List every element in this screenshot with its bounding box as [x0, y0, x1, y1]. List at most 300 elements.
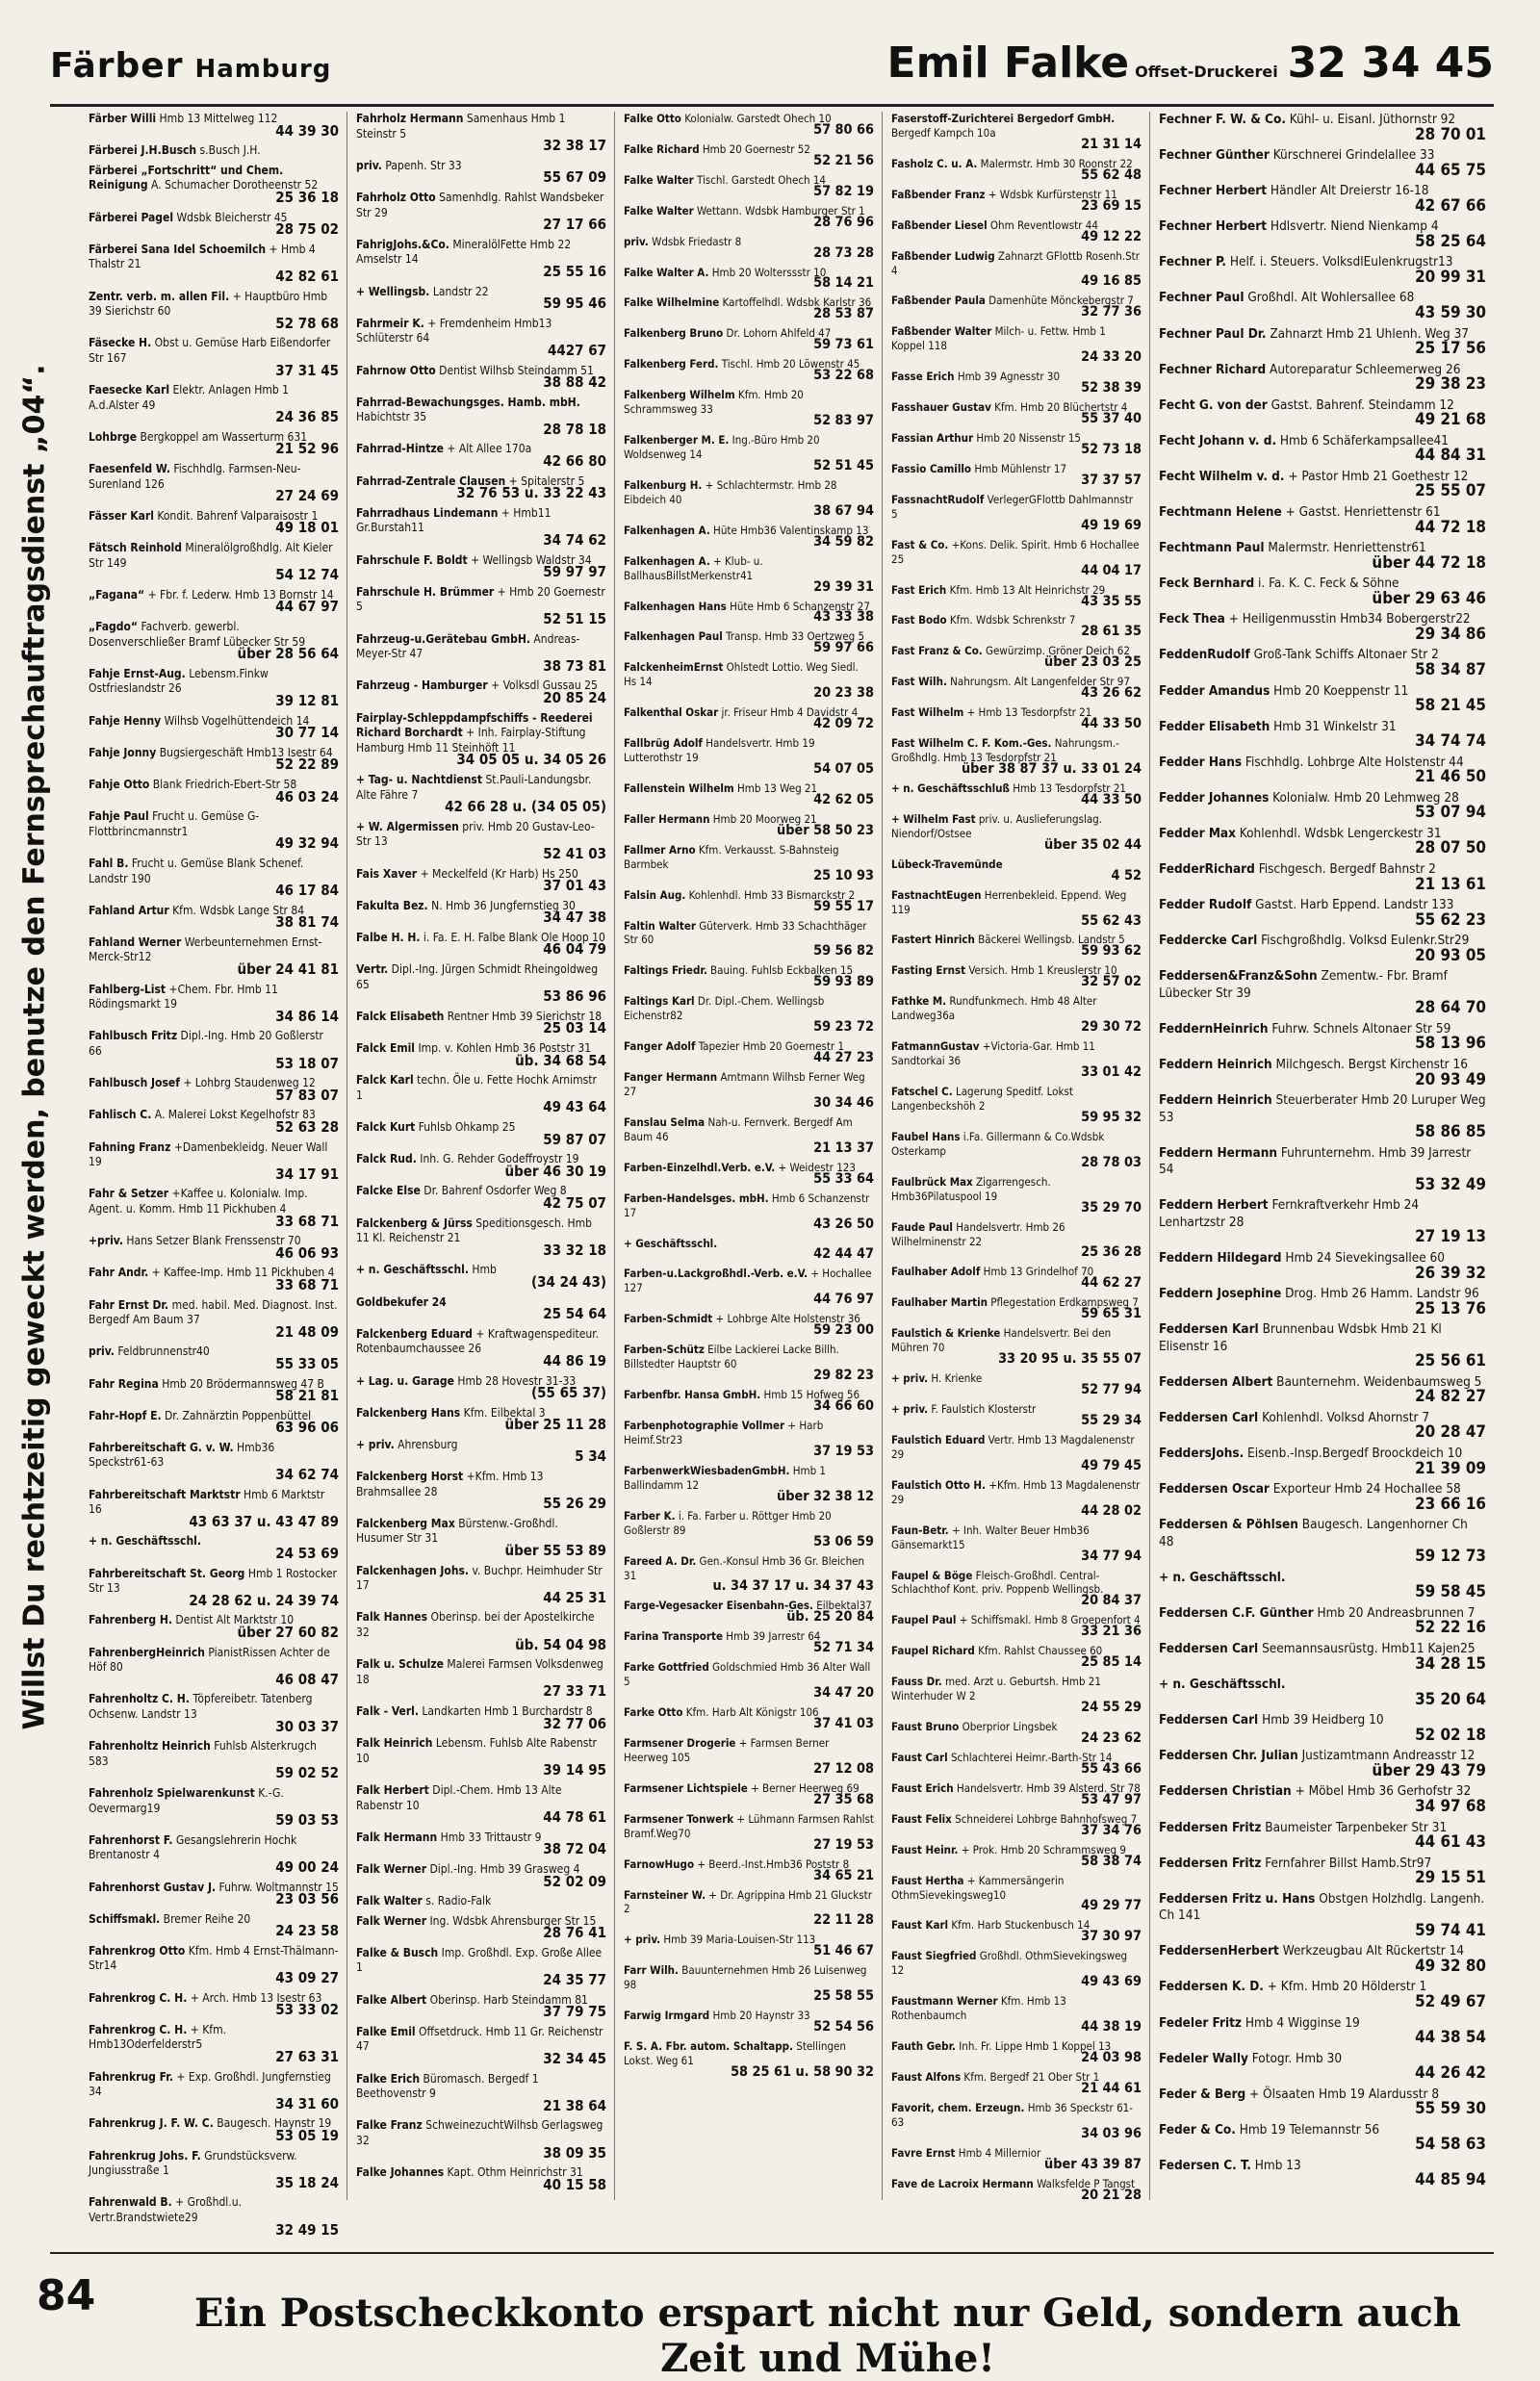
entry-phone: 59 65 31 [1081, 1306, 1142, 1322]
entry-phone: 55 59 30 [1415, 2098, 1486, 2118]
entry-name: Fahrbereitschaft G. v. W. [89, 1440, 234, 1454]
entry-phone: 53 47 97 [1081, 1791, 1142, 1807]
entry-phone: üb. 34 68 54 [515, 1051, 606, 1069]
directory-entry [891, 249, 1142, 290]
directory-entry [1159, 1446, 1486, 1476]
entry-phone: 33 01 42 [1081, 1064, 1142, 1081]
entry-details: Gen.-Konsul Hmb 36 Gr. Bleichen 31 [624, 1553, 865, 1582]
entry-phone: 23 69 15 [1081, 197, 1142, 214]
entry-name: Fecht Wilhelm v. d. [1159, 468, 1285, 484]
entry-phone: 34 59 82 [813, 533, 874, 550]
entry-name: FalckenheimErnst [624, 660, 724, 675]
entry-name: Faulbrück Max [891, 1174, 973, 1189]
entry-phone: 42 66 28 u. (34 05 05) [445, 798, 606, 816]
entry-name: Fedder Rudolf [1159, 897, 1252, 913]
entry-details: Hmb 39 Agnesstr 30 [954, 370, 1061, 384]
directory-entry [1159, 861, 1486, 892]
entry-phone: 43 09 27 [275, 1969, 339, 1987]
entry-name: Farben-Schütz [624, 1343, 705, 1357]
entry-details: Nah-u. Fernverk. Bergedf Am Baum 46 [624, 1114, 853, 1143]
directory-entry [1159, 1021, 1486, 1052]
entry-details: Fischhdlg. Lohbrge Alte Holstenstr 44 [1242, 754, 1464, 770]
directory-column-3 [624, 112, 874, 2085]
directory-entry [1159, 1197, 1486, 1245]
entry-phone: 34 62 74 [275, 1466, 339, 1484]
entry-details: +Kaffee u. Kolonialw. Imp. Agent. u. Komm. Hmb 11 Pickhuben 4 [89, 1187, 308, 1216]
entry-details: s.Busch J.H. [196, 143, 261, 158]
entry-name: Lübeck-Travemünde [891, 857, 1003, 871]
entry-details: Handelsvertr. Bei den Mühren 70 [891, 1326, 1112, 1355]
directory-entry [89, 2195, 339, 2238]
directory-entry [891, 1295, 1142, 1321]
entry-name: Falkenhagen Paul [624, 629, 723, 644]
entry-details: Transp. Hmb 33 Oertzweg 5 [722, 629, 865, 644]
entry-name: Feddern Heinrich [1159, 1056, 1272, 1072]
entry-name: Fechner Paul [1159, 290, 1245, 306]
entry-phone: 32 76 53 u. 33 22 43 [456, 484, 606, 502]
entry-phone: 59 97 97 [543, 563, 606, 581]
entry-name: + priv. [356, 1437, 395, 1451]
entry-details: Rundfunkmech. Hmb 48 Alter Landweg36a [891, 994, 1097, 1023]
entry-phone: 21 38 64 [543, 2096, 606, 2114]
entry-details: + Pastor Hmb 21 Goethestr 12 [1284, 468, 1469, 484]
entry-name: Faustmann Werner [891, 1994, 998, 2009]
entry-name: Faust Erich [891, 1780, 954, 1795]
entry-name: Fedeler Fritz [1159, 2014, 1243, 2031]
entry-name: Fedder Hans [1159, 754, 1243, 770]
entry-name: Falke Walter A. [624, 265, 709, 279]
entry-details: Großhdl. OthmSievekingsweg 12 [891, 1949, 1128, 1978]
entry-name: Feck Bernhard [1159, 576, 1255, 592]
entry-details: Papenh. Str 33 [381, 158, 462, 172]
header-title: Färber [50, 46, 184, 86]
entry-phone: 24 23 62 [1081, 1729, 1142, 1746]
entry-name: Fechner P. [1159, 254, 1226, 270]
entry-phone: 52 78 68 [275, 314, 339, 332]
entry-phone: 52 73 18 [1081, 441, 1142, 457]
entry-phone: 44 38 54 [1415, 2027, 1486, 2047]
entry-details: Malerei Farmsen Volksdenweg 18 [356, 1657, 603, 1686]
entry-phone: 27 33 71 [543, 1682, 606, 1701]
directory-entry [1159, 647, 1486, 678]
entry-name: Falckenberg Max [356, 1516, 455, 1530]
directory-entry [624, 994, 874, 1035]
entry-phone: 46 08 47 [275, 1670, 339, 1688]
entry-details: + Lohbrge Alte Holstenstr 36 [712, 1312, 860, 1326]
entry-phone: 44 72 18 [1415, 516, 1486, 536]
entry-details: + Farmsen Berner Heerweg 105 [624, 1735, 830, 1764]
directory-entry [356, 474, 606, 501]
entry-phone: 20 85 24 [543, 688, 606, 706]
directory-entry [1159, 290, 1486, 320]
directory-entry [624, 204, 874, 230]
directory-entry [624, 888, 874, 914]
directory-entry [1159, 683, 1486, 714]
entry-phone: 34 97 68 [1415, 1795, 1486, 1815]
entry-details: Oberinsp. bei der Apostelkirche 32 [356, 1610, 595, 1639]
entry-details: Hmb 20 Haynstr 33 [709, 2009, 810, 2023]
directory-entry [89, 243, 339, 285]
entry-details: Hmb 39 Jarrestr 64 [722, 1629, 821, 1644]
entry-details: Baunternehm. Weidenbaumsweg 5 [1272, 1373, 1482, 1390]
directory-entry [89, 1488, 339, 1530]
entry-details: Baugesch. Haynstr 19 [213, 2116, 332, 2131]
entry-phone: 30 03 37 [275, 1717, 339, 1735]
entry-details: Kapt. Othm Heinrichstr 31 [444, 2165, 583, 2180]
entry-phone: 58 21 81 [275, 1387, 339, 1405]
entry-details: +Damenbekleidg. Neuer Wall 19 [89, 1139, 328, 1169]
entry-name: Feddercke Carl [1159, 933, 1258, 949]
directory-entry [1159, 112, 1486, 142]
entry-name: Farben-Schmidt [624, 1312, 713, 1326]
entry-name: Faltings Friedr. [624, 963, 707, 978]
entry-name: Feddersen Oscar [1159, 1481, 1270, 1498]
entry-name: Fahrenkrug Johs. F. [89, 2148, 201, 2163]
entry-details: + Fbr. f. Lederw. Hmb 13 Bornstr 14 [144, 587, 334, 602]
entry-name: Feddersen Albert [1159, 1373, 1273, 1390]
entry-name: Farber K. [624, 1508, 676, 1523]
entry-name: Falke Emil [356, 2024, 416, 2038]
entry-details: Kfm. Wdsbk Lange Str 84 [168, 903, 305, 917]
entry-details: + Fremdenheim Hmb13 Schlüterstr 64 [356, 316, 552, 346]
directory-entry [89, 983, 339, 1025]
directory-entry [1159, 147, 1486, 178]
entry-name: Fahrenkrog C. H. [89, 1990, 188, 2005]
entry-name: Fässer Karl [89, 508, 154, 523]
entry-name: Falk u. Schulze [356, 1657, 444, 1672]
entry-phone: 59 95 32 [1081, 1109, 1142, 1125]
entry-details: Kfm. Hmb 20 Blüchertstr 4 [990, 400, 1128, 415]
entry-name: Fedeler Wally [1159, 2050, 1248, 2066]
directory-entry [356, 632, 606, 675]
entry-phone: 37 79 75 [543, 2003, 606, 2021]
entry-details: N. Hmb 36 Jungfernstieg 30 [427, 898, 576, 912]
directory-entry [891, 812, 1142, 853]
entry-name: Fahrschule H. Brümmer [356, 584, 495, 599]
entry-phone: 63 96 06 [275, 1419, 339, 1437]
entry-name: Fahrenkrog C. H. [89, 2022, 188, 2036]
entry-details: Schneiderei Lohbrge Bahnhofsweg 7 [951, 1811, 1138, 1826]
entry-phone: 53 05 19 [275, 2127, 339, 2144]
directory-entry [891, 2177, 1142, 2203]
directory-entry [891, 1569, 1142, 1609]
entry-phone: 27 63 31 [275, 2048, 339, 2066]
entry-phone: 25 54 64 [543, 1305, 606, 1323]
entry-phone: 52 54 56 [813, 2019, 874, 2035]
entry-phone: 38 72 04 [543, 1840, 606, 1858]
entry-details: Zigarrengesch. Hmb36Pilatuspool 19 [891, 1174, 1051, 1203]
entry-phone: 44 38 19 [1081, 2019, 1142, 2035]
entry-phone: über 29 43 79 [1372, 1759, 1486, 1779]
directory-entry [356, 1073, 606, 1115]
directory-entry [89, 1944, 339, 1986]
entry-details: Bugsiergeschäft Hmb13 Isestr 64 [156, 745, 333, 759]
entry-phone: 38 88 42 [543, 373, 606, 392]
entry-details: + Spitalerstr 5 [505, 474, 585, 488]
directory-entry [1159, 326, 1486, 357]
entry-phone: 59 02 52 [275, 1764, 339, 1782]
directory-entry [1159, 897, 1486, 928]
entry-details: Fuhlsb Alsterkrugch 583 [89, 1739, 317, 1768]
directory-entry [624, 1388, 874, 1414]
directory-entry [624, 781, 874, 807]
entry-details: Großhdl. Alt Wohlersallee 68 [1244, 290, 1415, 306]
entry-name: Lohbrge [89, 429, 138, 444]
entry-name: Faesenfeld W. [89, 462, 170, 476]
directory-entry [89, 1739, 339, 1781]
entry-details: + Kfm. Hmb 20 Hölderstr 1 [1263, 1979, 1427, 1995]
entry-name: Fast Wilhelm [891, 705, 964, 720]
entry-phone: 57 82 19 [813, 183, 874, 199]
entry-name: Faust Heinr. [891, 1842, 959, 1856]
entry-phone: 55 62 48 [1081, 166, 1142, 183]
directory-entry [624, 1509, 874, 1549]
entry-details: Fuhlsb Ohkamp 25 [415, 1120, 516, 1134]
entry-details: + Inh. Fairplay-Stiftung Hamburg Hmb 11 Steinhöft 11 [356, 726, 586, 755]
directory-entry [356, 506, 606, 549]
entry-details: + Beerd.-Inst.Hmb36 Poststr 8 [694, 1856, 850, 1871]
entry-name: Feddern Josephine [1159, 1286, 1282, 1302]
entry-phone: 59 03 53 [275, 1811, 339, 1830]
entry-name: Fahrbereitschaft St. Georg [89, 1566, 245, 1580]
entry-phone: 43 35 55 [1081, 593, 1142, 609]
entry-phone: 58 38 74 [1081, 1853, 1142, 1869]
entry-details: Wilhsb Vogelhüttendeich 14 [161, 713, 310, 728]
directory-entry [1159, 1979, 1486, 2010]
directory-entry [89, 336, 339, 378]
entry-name: Feck Thea [1159, 611, 1225, 627]
directory-entry [624, 919, 874, 960]
directory-entry [89, 2116, 339, 2143]
directory-entry [891, 1613, 1142, 1639]
directory-entry [356, 396, 606, 438]
directory-entry [356, 1831, 606, 1857]
entry-name: Feddersen Carl [1159, 1641, 1259, 1657]
directory-entry [624, 326, 874, 352]
entry-details: Nahrungsm.-Großhdlg. Hmb 13 Tesdorpfstr 21 [891, 736, 1119, 765]
entry-details: Brunnenbau Wdsbk Hmb 21 Kl Elisenstr 16 [1159, 1321, 1442, 1354]
entry-name: Fahrzeug - Hamburger [356, 678, 488, 693]
entry-details: SchweinezuchtWilhsb Gerlagsweg 32 [356, 2118, 603, 2147]
entry-details: + Kaffee-Imp. Hmb 11 Pickhuben 4 [148, 1266, 335, 1280]
entry-name: Faude Paul [891, 1219, 953, 1234]
entry-phone: 29 15 51 [1415, 1867, 1486, 1887]
entry-details: +Kfm. Hmb 13 Magdalenenstr 29 [891, 1477, 1141, 1506]
entry-phone: 32 57 02 [1081, 974, 1142, 990]
directory-entry [891, 400, 1142, 426]
entry-phone: 29 34 86 [1415, 623, 1486, 643]
entry-details: Kürschnerei Grindelallee 33 [1269, 147, 1435, 164]
entry-phone: 28 75 02 [275, 220, 339, 239]
directory-entry [891, 781, 1142, 807]
entry-name: Fahrschule F. Boldt [356, 552, 468, 567]
entry-details: Hüte Hmb36 Valentinskamp 13 [709, 523, 869, 537]
entry-phone: 59 73 61 [813, 337, 874, 353]
entry-details: techn. Öle u. Fette Hochk Arnimstr 1 [356, 1073, 597, 1102]
column-divider [614, 112, 615, 2200]
directory-entry [1159, 362, 1486, 393]
entry-details: K.-G. Oevermarg19 [89, 1785, 284, 1815]
entry-name: Fechner Richard [1159, 361, 1267, 377]
entry-name: Farbenphotographie Vollmer [624, 1418, 785, 1432]
entry-phone: 46 17 84 [275, 882, 339, 900]
entry-name: Falkenthal Oskar [624, 705, 719, 720]
entry-phone: 49 29 77 [1081, 1898, 1142, 1914]
entry-name: Fechner Herbert [1159, 218, 1268, 235]
directory-entry [89, 1298, 339, 1341]
entry-details: + Meckelfeld (Kr Harb) Hs 250 [417, 866, 578, 881]
entry-details: Hdlsvertr. Niend Nienkamp 4 [1267, 218, 1439, 235]
entry-details: Dipl.-Ing. Jürgen Schmidt Rheingoldweg 65 [356, 962, 599, 991]
entry-phone: 44 28 02 [1081, 1502, 1142, 1519]
directory-entry [356, 1327, 606, 1370]
directory-entry [1159, 397, 1486, 428]
entry-name: Feddern Heinrich [1159, 1092, 1272, 1109]
entry-name: Fahrenholz Spielwarenkunst [89, 1785, 255, 1800]
directory-entry [1159, 576, 1486, 606]
entry-details: Fuhrw. Schnels Altonaer Str 59 [1268, 1020, 1451, 1037]
directory-entry [356, 1704, 606, 1731]
entry-details: Tapezier Hmb 20 Goernestr 1 [695, 1039, 845, 1054]
entry-name: Falsin Aug. [624, 887, 686, 902]
entry-name: + Wilhelm Fast [891, 811, 976, 826]
directory-entry [89, 462, 339, 504]
directory-entry [1159, 2051, 1486, 2082]
entry-name: Fechner F. W. & Co. [1159, 112, 1286, 127]
directory-entry [891, 1781, 1142, 1807]
entry-details: Hmb36 Speckstr61-63 [89, 1440, 275, 1470]
entry-name: Faserstoff-Zurichterei Bergedorf GmbH. [891, 112, 1116, 125]
entry-name: FassnachtRudolf [891, 492, 985, 506]
entry-details: Samenhaus Hmb 1 Steinstr 5 [356, 112, 566, 141]
entry-details: Hmb 20 Andreasbrunnen 7 [1313, 1604, 1476, 1621]
entry-phone: 44 67 97 [275, 598, 339, 616]
entry-name: Fakulta Bez. [356, 898, 428, 912]
entry-details: Hmb 20 Brödermannsweg 47 B [158, 1376, 324, 1391]
entry-phone: 53 06 59 [813, 1533, 874, 1549]
entry-details: PianistRissen Achter de Höf 80 [89, 1645, 330, 1675]
entry-name: Fanger Hermann [624, 1070, 718, 1085]
entry-details: + Kammersängerin OthmSievekingsweg10 [891, 1873, 1065, 1902]
entry-phone: 57 80 66 [813, 121, 874, 138]
entry-phone: 44 86 19 [543, 1351, 606, 1370]
directory-entry [891, 112, 1142, 152]
entry-name: Faupel & Böge [891, 1568, 973, 1582]
directory-entry [891, 2146, 1142, 2172]
directory-entry [891, 1175, 1142, 1216]
entry-phone: 59 93 62 [1081, 943, 1142, 960]
entry-details: Hmb 13 Grindelhof 70 [980, 1265, 1094, 1279]
entry-phone: 25 58 55 [813, 1988, 874, 2005]
directory-entry [356, 1010, 606, 1037]
directory-entry [1159, 1145, 1486, 1193]
entry-name: Feder & Co. [1159, 2121, 1236, 2138]
directory-entry [89, 1344, 339, 1371]
entry-phone: 21 46 50 [1415, 766, 1486, 786]
entry-name: Fast Erich [891, 582, 947, 597]
entry-name: Falk Herbert [356, 1782, 429, 1797]
entry-name: Falck Elisabeth [356, 1009, 445, 1023]
directory-entry [356, 1914, 606, 1941]
entry-phone: 37 37 57 [1081, 472, 1142, 488]
entry-name: Falk - Verl. [356, 1703, 419, 1718]
directory-entry [891, 431, 1142, 457]
entry-phone: 20 23 38 [813, 685, 874, 702]
entry-name: Fast Wilhelm C. F. Kom.-Ges. [891, 736, 1052, 751]
entry-details: Ahrensburg [394, 1437, 458, 1451]
entry-name: Falkenberg Bruno [624, 326, 724, 341]
entry-details: Lebensm. Fuhlsb Alte Rabenstr 10 [356, 1736, 597, 1765]
entry-details: Baugesch. Langenhorner Ch 48 [1159, 1517, 1468, 1549]
entry-phone: 59 58 45 [1415, 1581, 1486, 1601]
entry-name: Fahrenhorst F. [89, 1832, 173, 1847]
entry-phone: 23 66 16 [1415, 1493, 1486, 1513]
directory-entry [624, 554, 874, 595]
directory-entry [891, 933, 1142, 959]
directory-entry [356, 1406, 606, 1433]
entry-name: FeddenRudolf [1159, 647, 1250, 663]
directory-entry [1159, 1943, 1486, 1974]
entry-phone: 24 28 62 u. 24 39 74 [189, 1591, 339, 1609]
entry-name: Falk Walter [356, 1894, 423, 1908]
entry-phone: 21 44 61 [1081, 2080, 1142, 2096]
directory-entry [891, 1523, 1142, 1564]
entry-phone: 58 25 61 u. 58 90 32 [731, 2063, 874, 2080]
entry-details: Stellingen Lokst. Weg 61 [624, 2039, 846, 2067]
entry-details: + Möbel Hmb 36 Gerhofstr 32 [1291, 1783, 1472, 1800]
directory-entry [1159, 183, 1486, 214]
entry-phone: über 27 60 82 [237, 1624, 339, 1641]
entry-name: + W. Algermissen [356, 819, 459, 833]
entry-details: Fernfahrer Billst Hamb.Str97 [1261, 1855, 1432, 1871]
entry-name: Fahrenkrug Fr. [89, 2069, 173, 2084]
entry-details: Hmb 15 Hofweg 56 [760, 1388, 860, 1402]
entry-name: Farmsener Drogerie [624, 1735, 736, 1750]
directory-entry [1159, 1783, 1486, 1814]
entry-phone: 38 81 74 [275, 913, 339, 932]
entry-phone: 46 03 24 [275, 787, 339, 806]
entry-name: Goldbekufer 24 [356, 1294, 447, 1309]
directory-entry [356, 1657, 606, 1700]
directory-entry [356, 1993, 606, 2020]
directory-entry [624, 357, 874, 383]
entry-details: + Hmb 20 Goernestr 5 [356, 584, 605, 614]
entry-details: + Prok. Hmb 20 Schrammsweg 9 [958, 1842, 1126, 1856]
entry-phone: 53 32 49 [1415, 1173, 1486, 1193]
directory-entry [356, 553, 606, 580]
entry-details: + Arch. Hmb 13 Isestr 63 [187, 1990, 322, 2005]
entry-phone: über 55 53 89 [504, 1542, 606, 1560]
entry-details: Fuhrunternehm. Hmb 39 Jarrestr 54 [1159, 1144, 1472, 1178]
directory-entry [89, 1692, 339, 1734]
entry-name: Feddern Herbert [1159, 1197, 1269, 1214]
directory-entry [89, 211, 339, 238]
entry-name: Feddersen Fritz [1159, 1855, 1262, 1871]
directory-entry [1159, 1057, 1486, 1088]
entry-name: Faßbender Ludwig [891, 248, 995, 263]
entry-details: Bauunternehmen Hmb 26 Luisenweg 98 [624, 1963, 867, 1992]
directory-entry [624, 843, 874, 883]
directory-entry [356, 1374, 606, 1401]
entry-name: Farmsener Tonwerk [624, 1811, 734, 1826]
entry-phone: 28 76 96 [813, 214, 874, 230]
entry-phone: über 44 72 18 [1372, 551, 1486, 572]
entry-phone: 28 73 28 [813, 244, 874, 261]
entry-details: Werkzeugbau Alt Rückertstr 14 [1278, 1943, 1465, 1959]
entry-details: Wdsbk Bleicherstr 45 [173, 210, 288, 224]
directory-entry [356, 1041, 606, 1068]
entry-name: Faulstich Otto H. [891, 1477, 987, 1492]
